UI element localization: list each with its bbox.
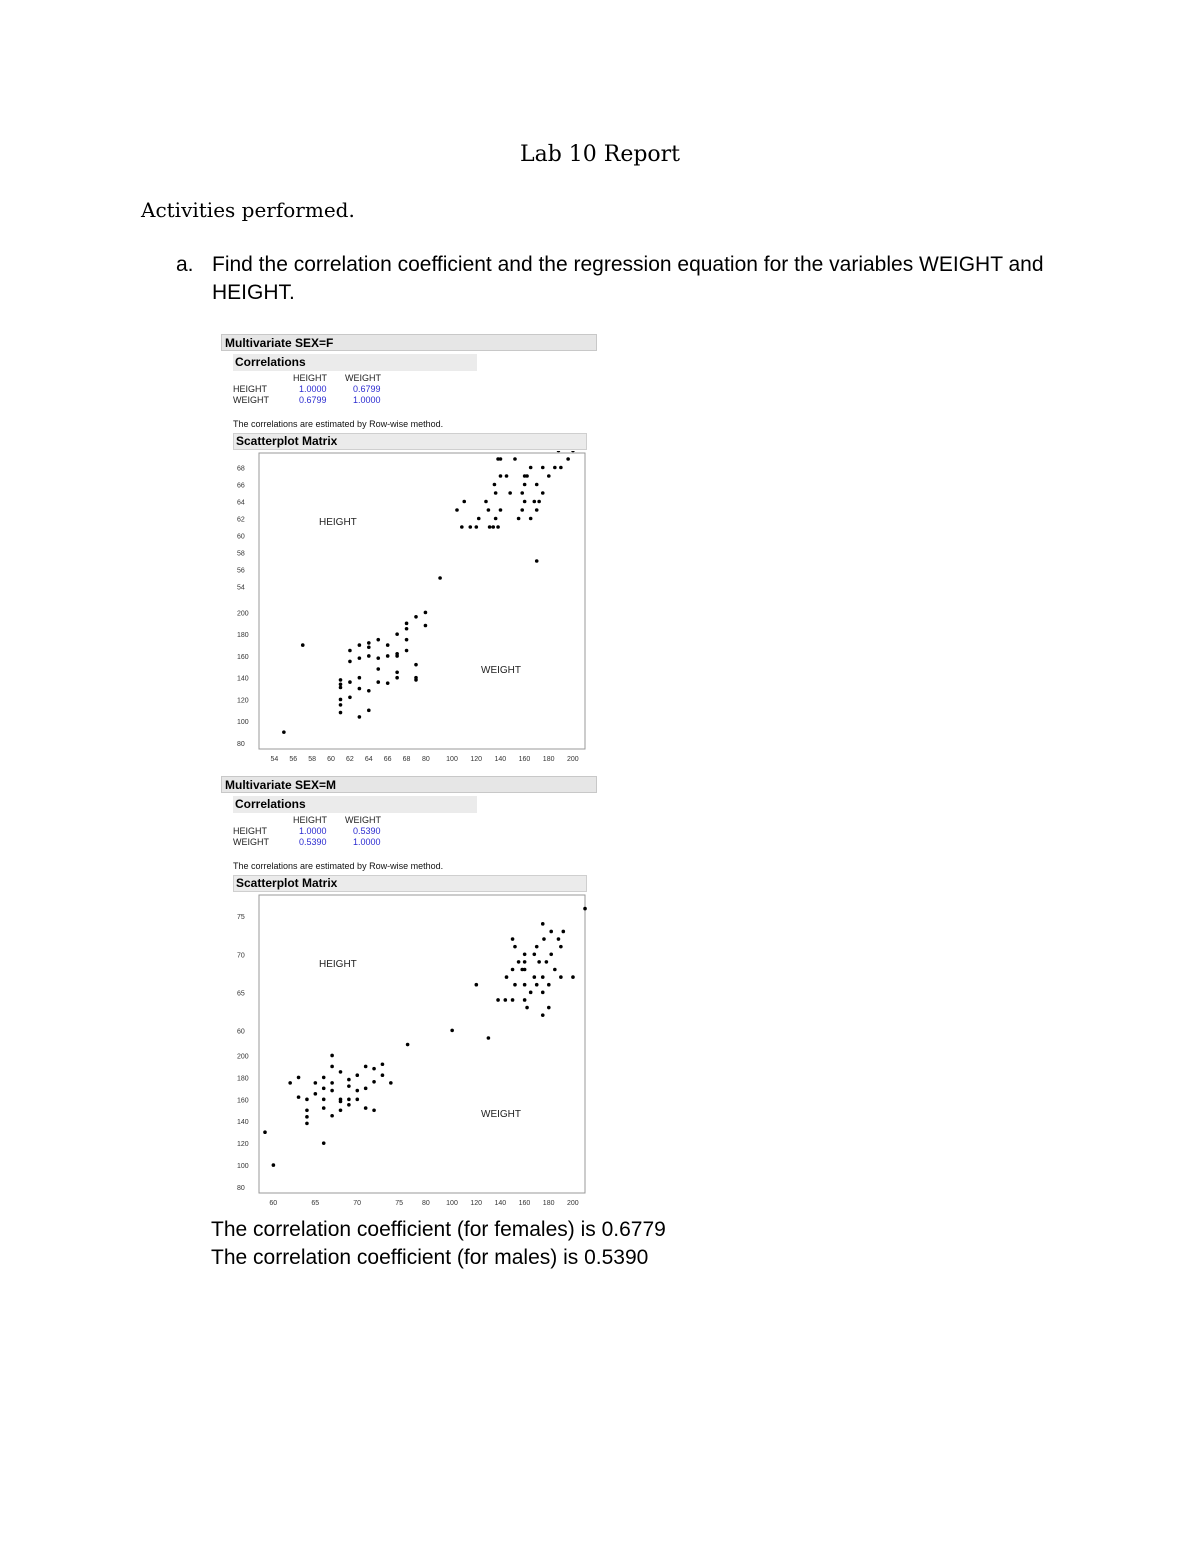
diag-label-height: HEIGHT — [319, 959, 357, 970]
point-height-vs-weight — [424, 611, 428, 615]
y-tick-label: 120 — [237, 697, 249, 705]
col-header-height: HEIGHT — [293, 815, 328, 825]
y-tick-label: 180 — [237, 1075, 249, 1083]
point-weight-vs-height — [535, 945, 539, 949]
point-weight-vs-height — [513, 457, 517, 461]
cell-height-height: 1.0000 — [299, 384, 327, 394]
point-weight-vs-height — [525, 1006, 529, 1010]
correlations-label: Correlations — [233, 354, 477, 371]
y-tick-label: 200 — [237, 610, 249, 618]
point-height-vs-weight — [414, 663, 418, 667]
point-weight-vs-height — [496, 998, 500, 1002]
x-tick-label: 140 — [494, 1200, 507, 1207]
point-height-vs-weight — [339, 698, 343, 702]
matrix-frame — [259, 453, 585, 749]
cell-weight-height: 0.6799 — [299, 395, 327, 405]
point-height-vs-weight — [347, 1078, 351, 1082]
point-weight-vs-height — [493, 483, 497, 487]
point-weight-vs-height — [529, 517, 533, 521]
point-weight-vs-height — [553, 466, 557, 470]
x-tick-label: 120 — [470, 1200, 483, 1207]
point-weight-vs-height — [505, 975, 509, 979]
point-weight-vs-height — [520, 968, 524, 972]
point-weight-vs-height — [529, 991, 533, 995]
point-height-vs-weight — [358, 656, 362, 660]
point-weight-vs-height — [520, 508, 524, 512]
point-weight-vs-height — [523, 960, 527, 964]
point-height-vs-weight — [339, 1070, 343, 1074]
x-tick-label: 65 — [311, 1200, 320, 1207]
estimation-note: The correlations are estimated by Row-wise method. — [233, 861, 444, 871]
point-weight-vs-height — [541, 975, 545, 979]
point-height-vs-weight — [347, 1084, 351, 1088]
point-weight-vs-height — [559, 945, 563, 949]
result-male: The correlation coefficient (for males) is 0.5390 — [211, 1246, 649, 1269]
point-weight-vs-height — [477, 517, 481, 521]
point-height-vs-weight — [372, 1080, 376, 1084]
y-tick-label: 200 — [237, 1053, 249, 1061]
result-female: The correlation coefficient (for females) is 0.6779 — [211, 1218, 666, 1241]
point-weight-vs-height — [537, 500, 541, 504]
y-tick-label: 60 — [237, 533, 245, 541]
point-weight-vs-height — [525, 474, 529, 478]
point-height-vs-weight — [355, 1098, 359, 1102]
point-weight-vs-height — [462, 500, 466, 504]
x-tick-label: 68 — [402, 756, 411, 763]
x-tick-label: 66 — [383, 756, 392, 763]
point-weight-vs-height — [541, 922, 545, 926]
point-weight-vs-height — [549, 952, 553, 956]
y-tick-label: 75 — [237, 914, 245, 922]
x-tick-label: 54 — [270, 756, 279, 763]
estimation-note: The correlations are estimated by Row-wise method. — [233, 419, 444, 429]
x-tick-label: 58 — [308, 756, 316, 763]
x-tick-label: 200 — [566, 756, 579, 763]
point-height-vs-weight — [367, 689, 371, 693]
x-tick-label: 200 — [566, 1200, 579, 1207]
y-tick-label: 60 — [237, 1028, 245, 1036]
point-height-vs-weight — [358, 676, 362, 680]
point-weight-vs-height — [523, 483, 527, 487]
y-tick-label: 140 — [237, 1119, 249, 1127]
point-weight-vs-height — [541, 991, 545, 995]
point-weight-vs-height — [494, 517, 498, 521]
point-weight-vs-height — [499, 508, 503, 512]
cell-height-weight: 0.5390 — [353, 826, 381, 836]
point-weight-vs-height — [533, 952, 537, 956]
point-weight-vs-height — [455, 508, 459, 512]
point-height-vs-weight — [301, 643, 305, 647]
point-height-vs-weight — [358, 687, 362, 691]
point-height-vs-weight — [314, 1092, 318, 1096]
point-weight-vs-height — [533, 500, 537, 504]
col-header-weight: WEIGHT — [345, 815, 381, 825]
cell-weight-height: 0.5390 — [299, 837, 327, 847]
y-tick-label: 160 — [237, 1097, 249, 1105]
point-weight-vs-height — [523, 500, 527, 504]
point-height-vs-weight — [322, 1141, 326, 1145]
y-tick-label: 68 — [237, 465, 245, 473]
point-height-vs-weight — [376, 667, 380, 671]
point-height-vs-weight — [364, 1087, 368, 1091]
point-height-vs-weight — [405, 638, 409, 642]
point-height-vs-weight — [348, 649, 352, 653]
point-weight-vs-height — [494, 491, 498, 495]
point-weight-vs-height — [523, 952, 527, 956]
y-tick-label: 100 — [237, 1163, 249, 1171]
point-height-vs-weight — [339, 1108, 343, 1112]
point-height-vs-weight — [305, 1115, 309, 1119]
x-tick-label: 160 — [518, 1200, 531, 1207]
scatterplot-matrix — [211, 893, 588, 1213]
section-heading: Activities performed. — [141, 198, 355, 222]
list-marker: a. — [176, 253, 194, 276]
correlation-table — [233, 815, 433, 851]
point-weight-vs-height — [487, 508, 491, 512]
x-tick-label: 60 — [327, 756, 335, 763]
scatterplot-matrix-label: Scatterplot Matrix — [233, 875, 587, 892]
row-header-weight: WEIGHT — [233, 837, 269, 847]
point-height-vs-weight — [305, 1098, 309, 1102]
point-height-vs-weight — [339, 1100, 343, 1104]
point-height-vs-weight — [330, 1065, 334, 1069]
point-height-vs-weight — [272, 1163, 276, 1167]
point-weight-vs-height — [508, 491, 512, 495]
diag-label-weight: WEIGHT — [481, 665, 521, 676]
diag-label-weight: WEIGHT — [481, 1109, 521, 1120]
panel-header: Multivariate SEX=F — [221, 334, 597, 351]
point-height-vs-weight — [348, 680, 352, 684]
point-height-vs-weight — [330, 1081, 334, 1085]
matrix-frame — [259, 895, 585, 1193]
y-tick-label: 100 — [237, 719, 249, 727]
y-tick-label: 56 — [237, 567, 245, 575]
point-weight-vs-height — [571, 975, 575, 979]
correlations-label: Correlations — [233, 796, 477, 813]
point-weight-vs-height — [547, 1006, 551, 1010]
multivariate-panel-male — [211, 775, 588, 1215]
x-tick-label: 60 — [269, 1200, 278, 1207]
x-tick-label: 64 — [364, 756, 373, 763]
point-height-vs-weight — [372, 1108, 376, 1112]
point-weight-vs-height — [557, 451, 561, 452]
point-height-vs-weight — [405, 627, 409, 631]
y-tick-label: 58 — [237, 550, 245, 558]
point-height-vs-weight — [381, 1073, 385, 1077]
point-height-vs-weight — [282, 730, 286, 734]
point-height-vs-weight — [376, 638, 380, 642]
col-header-weight: WEIGHT — [345, 373, 381, 383]
point-weight-vs-height — [523, 983, 527, 987]
point-height-vs-weight — [358, 643, 362, 647]
point-weight-vs-height — [450, 1029, 454, 1033]
point-height-vs-weight — [406, 1043, 410, 1047]
correlation-table — [233, 373, 433, 409]
point-weight-vs-height — [513, 945, 517, 949]
point-weight-vs-height — [561, 930, 565, 934]
point-height-vs-weight — [355, 1089, 359, 1093]
point-weight-vs-height — [545, 960, 549, 964]
x-tick-label: 140 — [494, 756, 507, 763]
point-height-vs-weight — [330, 1114, 334, 1118]
point-weight-vs-height — [535, 483, 539, 487]
point-height-vs-weight — [305, 1122, 309, 1126]
x-tick-label: 180 — [542, 756, 555, 763]
x-tick-label: 100 — [446, 756, 458, 763]
scatterplot-matrix — [211, 451, 588, 769]
y-tick-label: 66 — [237, 482, 245, 490]
point-height-vs-weight — [288, 1081, 292, 1085]
page-title: Lab 10 Report — [519, 142, 681, 167]
point-height-vs-weight — [395, 676, 399, 680]
point-weight-vs-height — [549, 930, 553, 934]
point-weight-vs-height — [438, 576, 442, 580]
y-tick-label: 54 — [237, 584, 245, 592]
point-height-vs-weight — [330, 1089, 334, 1093]
point-height-vs-weight — [389, 1081, 393, 1085]
point-height-vs-weight — [339, 678, 343, 682]
point-weight-vs-height — [475, 525, 479, 529]
point-weight-vs-height — [523, 998, 527, 1002]
point-height-vs-weight — [367, 709, 371, 713]
point-height-vs-weight — [414, 615, 418, 619]
x-tick-label: 56 — [289, 756, 298, 763]
x-tick-label: 80 — [422, 1200, 430, 1207]
point-height-vs-weight — [367, 641, 371, 645]
cell-height-height: 1.0000 — [299, 826, 327, 836]
point-height-vs-weight — [367, 645, 371, 649]
point-weight-vs-height — [460, 525, 464, 529]
scatterplot-matrix-label: Scatterplot Matrix — [233, 433, 587, 450]
point-height-vs-weight — [322, 1098, 326, 1102]
point-weight-vs-height — [547, 983, 551, 987]
point-weight-vs-height — [504, 998, 508, 1002]
point-height-vs-weight — [386, 643, 390, 647]
point-height-vs-weight — [330, 1054, 334, 1058]
point-weight-vs-height — [517, 960, 521, 964]
point-height-vs-weight — [405, 622, 409, 626]
point-weight-vs-height — [535, 983, 539, 987]
point-height-vs-weight — [322, 1076, 326, 1080]
point-height-vs-weight — [305, 1108, 309, 1112]
point-height-vs-weight — [347, 1103, 351, 1107]
point-weight-vs-height — [529, 466, 533, 470]
point-height-vs-weight — [322, 1087, 326, 1091]
point-height-vs-weight — [322, 1106, 326, 1110]
point-height-vs-weight — [339, 711, 343, 715]
multivariate-panel-female — [211, 333, 588, 771]
point-height-vs-weight — [372, 1067, 376, 1071]
point-weight-vs-height — [583, 907, 587, 911]
panel-header: Multivariate SEX=M — [221, 776, 597, 793]
point-weight-vs-height — [511, 998, 515, 1002]
point-height-vs-weight — [386, 681, 390, 685]
y-tick-label: 80 — [237, 1185, 245, 1192]
point-height-vs-weight — [314, 1081, 318, 1085]
point-height-vs-weight — [405, 649, 409, 653]
point-height-vs-weight — [395, 670, 399, 674]
point-weight-vs-height — [541, 491, 545, 495]
point-weight-vs-height — [535, 559, 539, 563]
point-weight-vs-height — [511, 937, 515, 941]
point-weight-vs-height — [484, 500, 488, 504]
col-header-height: HEIGHT — [293, 373, 328, 383]
point-weight-vs-height — [553, 968, 557, 972]
point-weight-vs-height — [496, 525, 500, 529]
point-weight-vs-height — [520, 491, 524, 495]
point-weight-vs-height — [505, 474, 509, 478]
x-tick-label: 160 — [518, 756, 531, 763]
point-weight-vs-height — [535, 508, 539, 512]
y-tick-label: 160 — [237, 653, 249, 661]
point-weight-vs-height — [496, 457, 500, 461]
point-weight-vs-height — [559, 975, 563, 979]
point-weight-vs-height — [542, 937, 546, 941]
x-tick-label: 75 — [395, 1200, 404, 1207]
point-height-vs-weight — [424, 624, 428, 628]
x-tick-label: 180 — [542, 1200, 555, 1207]
x-tick-label: 80 — [422, 756, 430, 763]
y-tick-label: 62 — [237, 516, 245, 524]
point-height-vs-weight — [386, 654, 390, 658]
point-height-vs-weight — [376, 656, 380, 660]
y-tick-label: 65 — [237, 990, 245, 998]
point-height-vs-weight — [263, 1130, 267, 1134]
row-header-height: HEIGHT — [233, 384, 268, 394]
cell-weight-weight: 1.0000 — [353, 837, 381, 847]
point-weight-vs-height — [566, 457, 570, 461]
point-height-vs-weight — [347, 1098, 351, 1102]
point-height-vs-weight — [348, 660, 352, 664]
point-weight-vs-height — [491, 525, 495, 529]
point-weight-vs-height — [537, 960, 541, 964]
point-height-vs-weight — [339, 686, 343, 690]
point-height-vs-weight — [339, 703, 343, 707]
point-weight-vs-height — [547, 474, 551, 478]
y-tick-label: 64 — [237, 499, 245, 507]
point-weight-vs-height — [513, 983, 517, 987]
point-height-vs-weight — [395, 652, 399, 656]
point-weight-vs-height — [468, 525, 472, 529]
point-height-vs-weight — [358, 715, 362, 719]
point-weight-vs-height — [541, 1013, 545, 1017]
x-tick-label: 62 — [345, 756, 354, 763]
cell-height-weight: 0.6799 — [353, 384, 381, 394]
point-height-vs-weight — [355, 1073, 359, 1077]
diag-label-height: HEIGHT — [319, 517, 357, 528]
x-tick-label: 100 — [446, 1200, 458, 1207]
point-height-vs-weight — [297, 1095, 301, 1099]
y-tick-label: 180 — [237, 632, 249, 640]
x-tick-label: 120 — [470, 756, 483, 763]
point-height-vs-weight — [414, 678, 418, 682]
point-weight-vs-height — [541, 466, 545, 470]
point-height-vs-weight — [381, 1062, 385, 1066]
point-weight-vs-height — [571, 451, 575, 452]
task-text: Find the correlation coefficient and the regression equation for the variables WEIGHT and HEIGHT. — [212, 253, 1044, 304]
cell-weight-weight: 1.0000 — [353, 395, 381, 405]
point-height-vs-weight — [339, 682, 343, 686]
point-height-vs-weight — [297, 1076, 301, 1080]
y-tick-label: 120 — [237, 1141, 249, 1149]
point-weight-vs-height — [487, 1036, 491, 1040]
y-tick-label: 70 — [237, 952, 245, 960]
point-weight-vs-height — [499, 474, 503, 478]
point-height-vs-weight — [367, 654, 371, 658]
point-height-vs-weight — [364, 1065, 368, 1069]
point-height-vs-weight — [395, 632, 399, 636]
point-height-vs-weight — [348, 696, 352, 700]
point-height-vs-weight — [376, 680, 380, 684]
y-tick-label: 80 — [237, 741, 245, 748]
point-weight-vs-height — [533, 975, 537, 979]
row-header-height: HEIGHT — [233, 826, 268, 836]
x-tick-label: 70 — [353, 1200, 362, 1207]
point-weight-vs-height — [557, 937, 561, 941]
point-weight-vs-height — [517, 517, 521, 521]
point-weight-vs-height — [488, 525, 492, 529]
row-header-weight: WEIGHT — [233, 395, 269, 405]
point-height-vs-weight — [364, 1106, 368, 1110]
y-tick-label: 140 — [237, 675, 249, 683]
point-weight-vs-height — [511, 968, 515, 972]
point-weight-vs-height — [559, 466, 563, 470]
point-weight-vs-height — [475, 983, 479, 987]
